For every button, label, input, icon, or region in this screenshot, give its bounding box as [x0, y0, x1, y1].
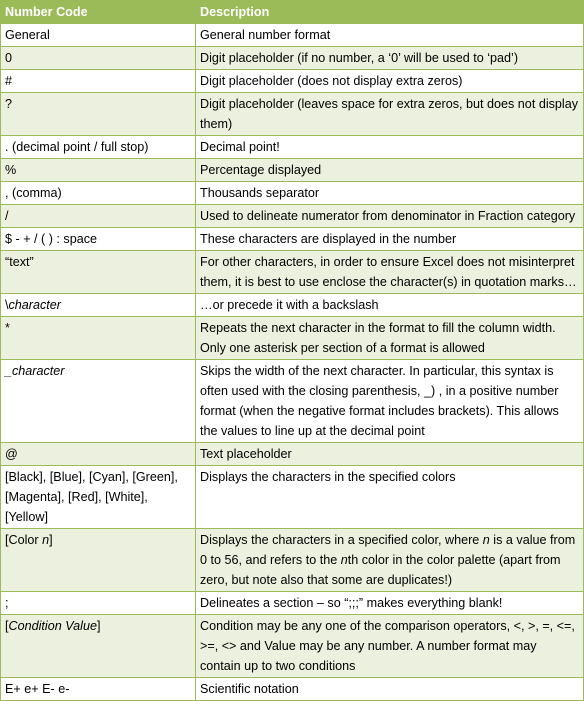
code-cell: $ - + / ( ) : space — [1, 228, 196, 251]
desc-part: th color in the color palette (apart from zero, but note also that some are duplicates!) — [200, 553, 561, 587]
code-cell: ? — [1, 93, 196, 136]
desc-italic: n — [340, 553, 348, 567]
table-row — [1, 615, 584, 678]
code-prefix: \ — [5, 298, 9, 312]
code-italic: _character — [5, 364, 65, 378]
table-row — [1, 93, 584, 136]
description-cell: General number format — [196, 24, 584, 47]
code-cell: ; — [1, 592, 196, 615]
description-cell: Text placeholder — [196, 443, 584, 466]
description-cell: Delineates a section – so “;;;” makes everything blank! — [196, 592, 584, 615]
table-row — [1, 205, 584, 228]
desc-part: Displays the characters in a specified color, where — [200, 533, 483, 547]
table-row — [1, 251, 584, 294]
description-cell: Skips the width of the next character. In particular, this syntax is often used with the closing parenthesis, _) , in a positive number format (when the negative format includes brackets). This allows the values to line up at the decimal point — [196, 360, 584, 443]
table-row — [1, 466, 584, 529]
table-row — [1, 47, 584, 70]
code-cell: % — [1, 159, 196, 182]
code-cell: “text” — [1, 251, 196, 294]
table-row — [1, 182, 584, 205]
code-cell — [1, 360, 196, 443]
table-row — [1, 317, 584, 360]
code-cell: [Black], [Blue], [Cyan], [Green], [Magenta], [Red], [White], [Yellow] — [1, 466, 196, 529]
description-cell: Digit placeholder (if no number, a ‘0’ will be used to ‘pad’) — [196, 47, 584, 70]
code-cell: # — [1, 70, 196, 93]
table-row — [1, 592, 584, 615]
code-prefix: [ — [5, 619, 9, 633]
code-prefix: [Color — [5, 533, 43, 547]
table-row — [1, 360, 584, 443]
table-row — [1, 443, 584, 466]
description-cell: Percentage displayed — [196, 159, 584, 182]
code-cell: , (comma) — [1, 182, 196, 205]
code-cell: * — [1, 317, 196, 360]
description-cell: Digit placeholder (does not display extra zeros) — [196, 70, 584, 93]
description-cell: Condition may be any one of the comparison operators, <, >, =, <=, >=, <> and Value may be any number. A number format may contain up to two conditions — [196, 615, 584, 678]
code-cell: E+ e+ E- e- — [1, 678, 196, 701]
header-number-code: Number Code — [1, 1, 196, 24]
description-cell: Used to delineate numerator from denominator in Fraction category — [196, 205, 584, 228]
table-row — [1, 529, 584, 592]
description-cell: Decimal point! — [196, 136, 584, 159]
code-cell: / — [1, 205, 196, 228]
table-row — [1, 24, 584, 47]
table-row — [1, 678, 584, 701]
table-row — [1, 294, 584, 317]
code-italic: character — [8, 298, 61, 312]
table-row — [1, 136, 584, 159]
table-row — [1, 228, 584, 251]
description-cell: Repeats the next character in the format to fill the column width. Only one asterisk per section of a format is allowed — [196, 317, 584, 360]
code-cell: 0 — [1, 47, 196, 70]
description-cell: These characters are displayed in the number — [196, 228, 584, 251]
table-header-row — [1, 1, 584, 24]
code-suffix: ] — [96, 619, 101, 633]
code-cell: @ — [1, 443, 196, 466]
code-suffix: ] — [49, 533, 53, 547]
code-cell — [1, 529, 196, 592]
table-row — [1, 159, 584, 182]
description-cell — [196, 529, 584, 592]
table-row — [1, 70, 584, 93]
description-cell: Scientific notation — [196, 678, 584, 701]
description-cell: Digit placeholder (leaves space for extra zeros, but does not display them) — [196, 93, 584, 136]
code-cell — [1, 615, 196, 678]
code-cell: General — [1, 24, 196, 47]
header-description: Description — [196, 1, 584, 24]
code-italic: Condition Value — [8, 619, 97, 633]
code-italic: n — [42, 533, 50, 547]
description-cell: Displays the characters in the specified colors — [196, 466, 584, 529]
description-cell: For other characters, in order to ensure Excel does not misinterpret them, it is best to use enclose the character(s) in quotation marks… — [196, 251, 584, 294]
code-cell — [1, 294, 196, 317]
code-cell: . (decimal point / full stop) — [1, 136, 196, 159]
desc-part: is a value from 0 to 56, and refers to the — [200, 533, 576, 567]
desc-italic: n — [482, 533, 490, 547]
description-cell: …or precede it with a backslash — [196, 294, 584, 317]
description-cell: Thousands separator — [196, 182, 584, 205]
